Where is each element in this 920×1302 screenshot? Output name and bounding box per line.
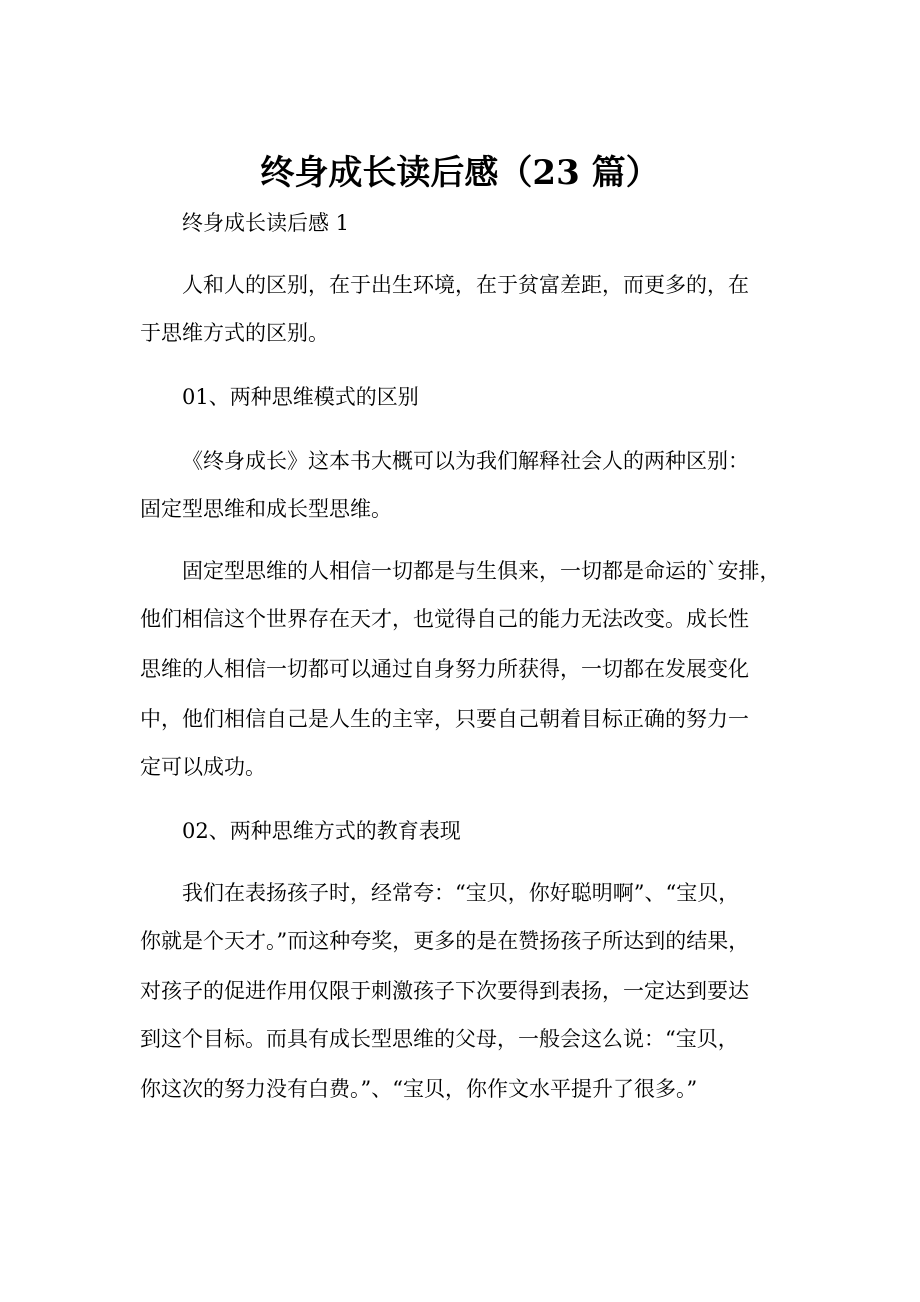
paragraph-line: 我们在表扬孩子时，经常夸：“宝贝，你好聪明啊”、“宝贝， — [182, 881, 740, 905]
section-heading: 01、两种思维模式的区别 — [182, 385, 419, 409]
paragraph-line: 人和人的区别，在于出生环境，在于贫富差距，而更多的，在 — [182, 273, 749, 297]
paragraph-line: 《终身成长》这本书大概可以为我们解释社会人的两种区别： — [182, 449, 749, 473]
paragraph-line: 定可以成功。 — [140, 755, 266, 779]
paragraph-line: 固定型思维的人相信一切都是与生俱来，一切都是命运的`安排， — [182, 559, 781, 583]
section-heading: 02、两种思维方式的教育表现 — [182, 819, 461, 843]
section-heading: 终身成长读后感 1 — [182, 211, 350, 235]
paragraph-line: 你就是个天才。”而这种夸奖，更多的是在赞扬孩子所达到的结果， — [140, 929, 750, 953]
paragraph-line: 对孩子的促进作用仅限于刺激孩子下次要得到表扬，一定达到要达 — [140, 979, 749, 1003]
document-title: 终身成长读后感（23 篇） — [260, 153, 660, 193]
paragraph-line: 思维的人相信一切都可以通过自身努力所获得，一切都在发展变化 — [140, 657, 749, 681]
paragraph-line: 他们相信这个世界存在天才，也觉得自己的能力无法改变。成长性 — [140, 607, 749, 631]
paragraph-line: 固定型思维和成长型思维。 — [140, 497, 392, 521]
paragraph-line: 中，他们相信自己是人生的主宰，只要自己朝着目标正确的努力一 — [140, 707, 749, 731]
paragraph-line: 你这次的努力没有白费。”、“宝贝，你作文水平提升了很多。” — [140, 1077, 698, 1101]
paragraph-line: 到这个目标。而具有成长型思维的父母，一般会这么说：“宝贝， — [140, 1027, 739, 1051]
paragraph-line: 于思维方式的区别。 — [140, 321, 329, 345]
